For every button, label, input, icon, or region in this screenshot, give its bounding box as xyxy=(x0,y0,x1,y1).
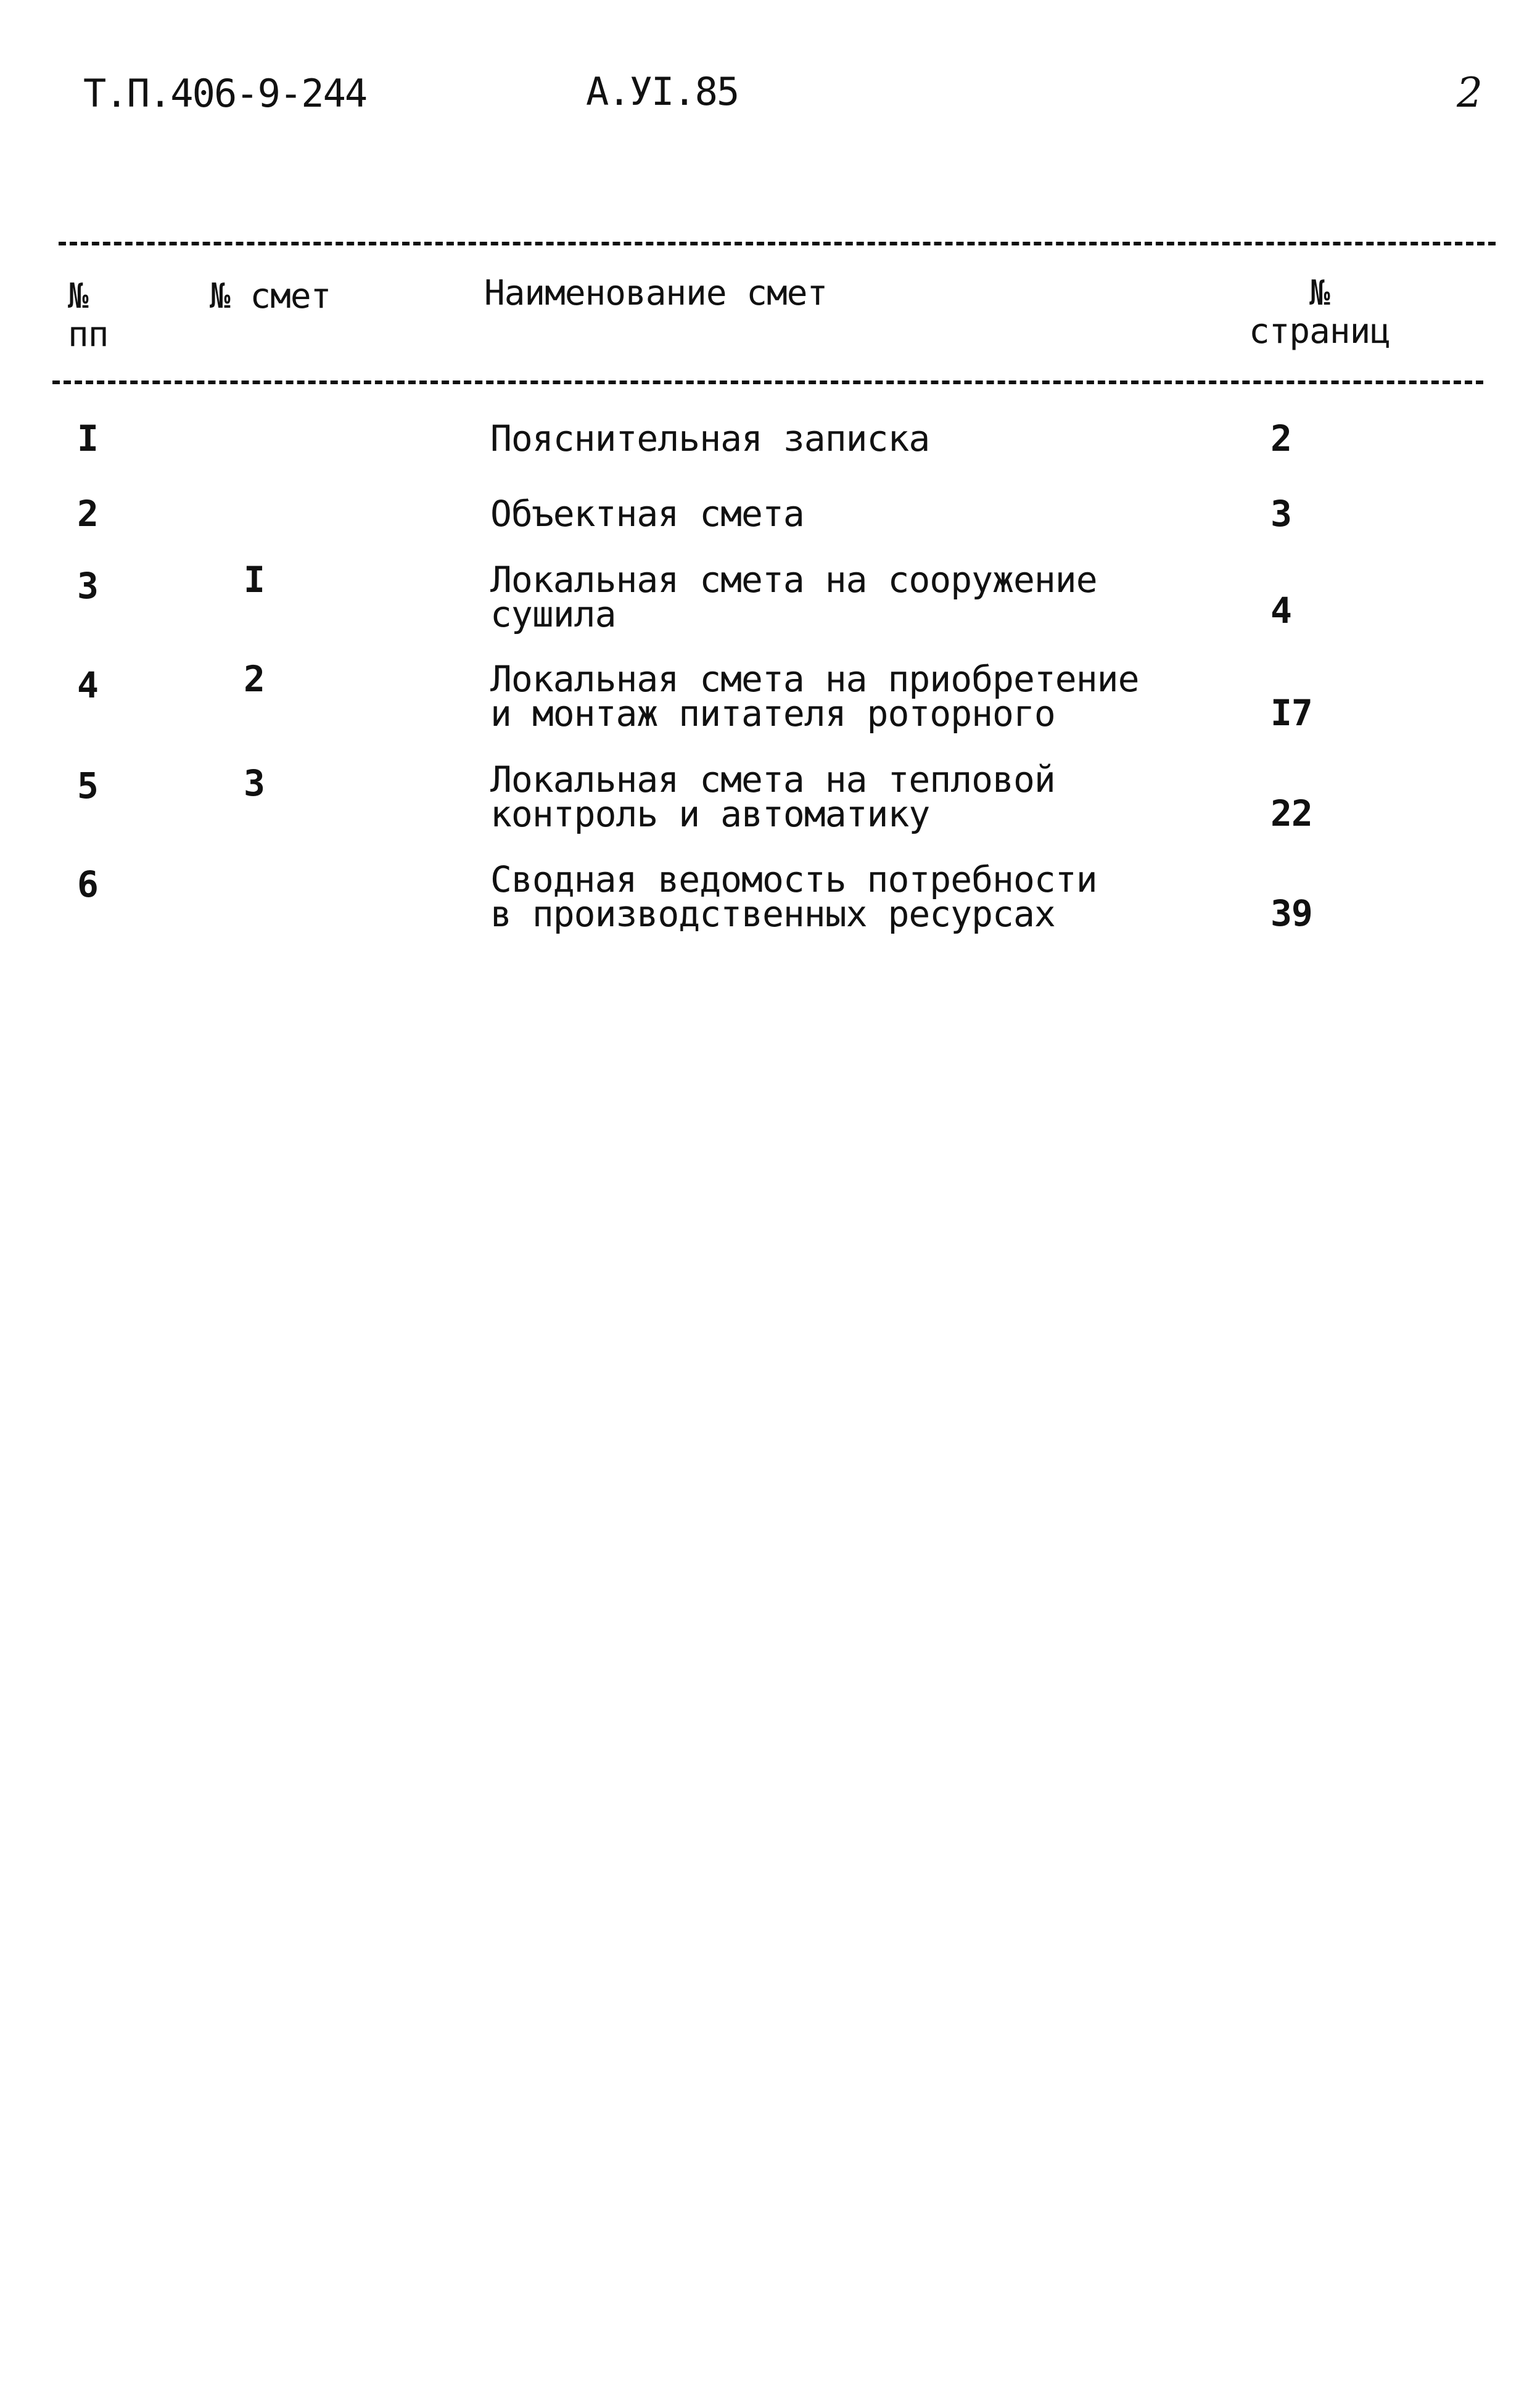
row-number: 5 xyxy=(77,765,98,807)
row-page: 2 xyxy=(1270,418,1291,459)
document-revision: А.УI.85 xyxy=(586,69,739,114)
table-header-rule xyxy=(52,380,1483,384)
row-estimate-name xyxy=(490,858,1097,935)
row-name-line: Локальная смета на сооружение xyxy=(490,559,1097,601)
column-header-estimate-name: Наименование смет xyxy=(484,273,828,313)
row-estimate-name xyxy=(490,418,930,459)
row-number: 2 xyxy=(77,493,98,535)
row-name-line: контроль и автоматику xyxy=(490,793,930,835)
row-estimate-number: I xyxy=(244,559,265,601)
row-estimate-name xyxy=(490,759,1055,835)
document-code: Т.П.406-9-244 xyxy=(83,71,367,116)
row-name-line: сушила xyxy=(490,593,616,635)
row-number: 4 xyxy=(77,664,98,706)
row-page: 39 xyxy=(1270,892,1312,934)
row-estimate-number: 2 xyxy=(244,658,265,700)
table-top-rule xyxy=(59,242,1496,245)
row-name-line: в производственных ресурсах xyxy=(490,893,1055,935)
page-number: 2 xyxy=(1457,69,1481,117)
column-header-pages-label: страниц xyxy=(1249,311,1391,352)
column-header-pages xyxy=(1249,274,1390,351)
row-page: I7 xyxy=(1270,692,1312,734)
row-page: 22 xyxy=(1270,792,1312,834)
row-estimate-name xyxy=(490,658,1139,734)
row-page: 3 xyxy=(1270,493,1291,535)
row-name-line: Сводная ведомость потребности xyxy=(490,858,1097,900)
row-page: 4 xyxy=(1270,590,1291,631)
row-name-line: и монтаж питателя роторного xyxy=(490,693,1055,734)
row-number: 3 xyxy=(77,565,98,607)
column-header-pages-sign: № xyxy=(1309,273,1330,313)
row-estimate-number: 3 xyxy=(244,762,265,804)
column-header-number xyxy=(68,278,108,354)
row-name-line: Объектная смета xyxy=(490,493,804,535)
column-header-number-label: пп xyxy=(68,315,109,355)
row-estimate-name xyxy=(490,559,1097,635)
row-estimate-name xyxy=(490,493,804,535)
row-number: 6 xyxy=(77,863,98,905)
row-name-line: Локальная смета на тепловой xyxy=(490,759,1055,800)
column-header-number-sign: № xyxy=(68,276,88,316)
row-number: I xyxy=(77,418,98,459)
row-name-line: Локальная смета на приобретение xyxy=(490,658,1139,700)
column-header-estimate-number: № смет xyxy=(210,276,331,316)
row-name-line: Пояснительная записка xyxy=(490,418,930,459)
